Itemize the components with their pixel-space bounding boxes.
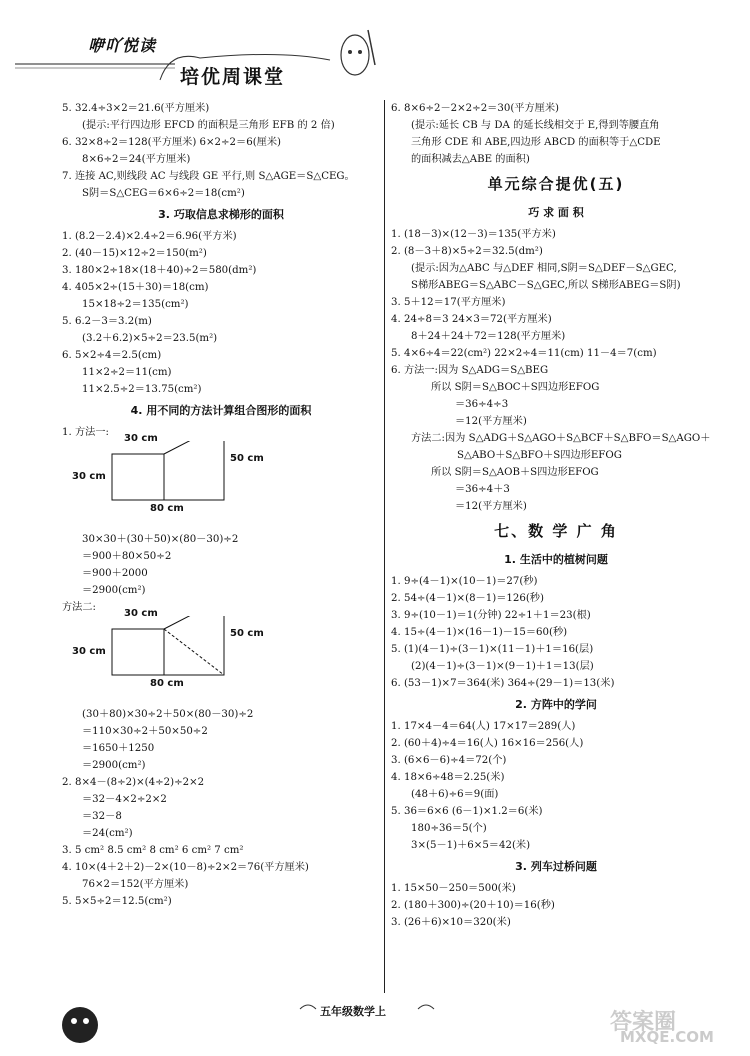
calc-line: ＝900＋2000 <box>82 568 148 579</box>
answer-line: 11×2÷2＝11(cm) <box>82 367 172 378</box>
label-bottom: 80 cm <box>150 503 184 514</box>
method-label: 方法二: <box>62 602 96 613</box>
composite-figure-2 <box>62 608 380 706</box>
label-left: 30 cm <box>72 646 106 657</box>
label-top: 30 cm <box>124 433 158 444</box>
answer-line: 1. 15×50－250＝500(米) <box>391 883 516 894</box>
label-bottom: 80 cm <box>150 678 184 689</box>
answer-line: 7. 连接 AC,则线段 AC 与线段 GE 平行,则 S△AGE＝S△CEG。 <box>62 171 355 182</box>
answer-line: 5. 6.2－3＝3.2(m) <box>62 316 152 327</box>
answer-line: 180÷36＝5(个) <box>411 823 487 834</box>
label-left: 30 cm <box>72 471 106 482</box>
section-heading: 1. 生活中的植树问题 <box>504 553 608 566</box>
answer-line: 4. 405×2÷(15＋30)＝18(cm) <box>62 282 209 293</box>
section-heading: 4. 用不同的方法计算组合图形的面积 <box>130 404 312 417</box>
section-heading: 3. 巧取信息求梯形的面积 <box>158 208 284 221</box>
answer-line: 所以 S阴＝S△BOC＋S四边形EFOG <box>431 382 600 393</box>
answer-line: (提示:因为△ABC 与△DEF 相同,S阴＝S△DEF－S△GEC, <box>411 263 677 274</box>
answer-line: 6. (53－1)×7＝364(米) 364÷(29－1)＝13(米) <box>391 678 615 689</box>
answer-line: 3. 5＋12＝17(平方厘米) <box>391 297 506 308</box>
answer-line: (提示:平行四边形 EFCD 的面积是三角形 EFB 的 2 倍) <box>82 120 335 131</box>
calc-line: ＝900＋80×50÷2 <box>82 551 172 562</box>
section-heading: 2. 方阵中的学问 <box>515 698 597 711</box>
unit-heading: 单元综合提优(五) <box>487 175 625 193</box>
answer-line: (2)(4－1)÷(3－1)×(9－1)＋1＝13(层) <box>411 661 594 672</box>
answer-line: 1. (18－3)×(12－3)＝135(平方米) <box>391 229 556 240</box>
composite-figure-1 <box>62 433 380 531</box>
answer-line: 4. 15÷(4－1)×(16－1)－15＝60(秒) <box>391 627 568 638</box>
calc-line: 30×30＋(30＋50)×(80－30)÷2 <box>82 534 239 545</box>
answer-line: 2. 54÷(4－1)×(8－1)＝126(秒) <box>391 593 544 604</box>
answer-line: 2. (60＋4)÷4＝16(人) 16×16＝256(人) <box>391 738 584 749</box>
calc-line: (30＋80)×30÷2＋50×(80－30)÷2 <box>82 709 254 720</box>
answer-line: 5. 4×6÷4＝22(cm²) 22×2÷4＝11(cm) 11－4＝7(cm) <box>391 348 657 359</box>
answer-line: 1. 17×4－4＝64(人) 17×17＝289(人) <box>391 721 576 732</box>
answer-line: 3×(5－1)＋6×5＝42(米) <box>411 840 531 851</box>
answer-line: 4. 10×(4＋2＋2)－2×(10－8)÷2×2＝76(平方厘米) <box>62 862 309 873</box>
calc-line: ＝2900(cm²) <box>82 585 146 596</box>
answer-line: 3. 9÷(10－1)＝1(分钟) 22÷1＋1＝23(根) <box>391 610 591 621</box>
left-column <box>62 100 380 910</box>
unit-heading: 七、数 学 广 角 <box>494 522 618 540</box>
answer-line: 的面积减去△ABE 的面积) <box>411 154 530 165</box>
answer-line: 2. (180＋300)÷(20＋10)＝16(秒) <box>391 900 555 911</box>
answer-line: 1. (8.2－2.4)×2.4÷2＝6.96(平方米) <box>62 231 237 242</box>
column-divider <box>384 100 385 993</box>
answer-line: 76×2＝152(平方厘米) <box>82 879 189 890</box>
answer-line: ＝32－4×2÷2×2 <box>82 794 167 805</box>
right-column <box>391 100 721 931</box>
answer-line: ＝12(平方厘米) <box>455 416 527 427</box>
answer-line: 1. 9÷(4－1)×(10－1)＝27(秒) <box>391 576 538 587</box>
calc-line: ＝1650＋1250 <box>82 743 155 754</box>
section-heading: 3. 列车过桥问题 <box>515 860 597 873</box>
watermark-url: MXQE.COM <box>620 1028 714 1046</box>
label-right: 50 cm <box>230 453 264 464</box>
answer-line: 4. 18×6÷48＝2.25(米) <box>391 772 505 783</box>
answer-line: 方法二:因为 S△ADG＋S△AGO＋S△BCF＋S△BFO＝S△AGO＋ <box>411 433 711 444</box>
calc-line: ＝110×30÷2＋50×50÷2 <box>82 726 208 737</box>
answer-line: (提示:延长 CB 与 DA 的延长线相交于 E,得到等腰直角 <box>411 120 660 131</box>
answer-line: 3. (26＋6)×10＝320(米) <box>391 917 511 928</box>
answer-line: (3.2＋6.2)×5÷2＝23.5(m²) <box>82 333 218 344</box>
answer-line: ＝24(cm²) <box>82 828 133 839</box>
answer-line: S阴＝S△CEG＝6×6÷2＝18(cm²) <box>82 188 245 199</box>
answer-line: S梯形ABEG＝S△ABC－S△GEC,所以 S梯形ABEG＝S阴) <box>411 280 681 291</box>
calc-line: ＝2900(cm²) <box>82 760 146 771</box>
answer-line: 8×6÷2＝24(平方厘米) <box>82 154 191 165</box>
answer-line: 6. 32×8÷2＝128(平方厘米) 6×2÷2＝6(厘米) <box>62 137 282 148</box>
answer-line: ＝36÷4÷3 <box>455 399 509 410</box>
answer-line: 5. (1)(4－1)÷(3－1)×(11－1)＋1＝16(层) <box>391 644 594 655</box>
answer-line: 6. 5×2÷4＝2.5(cm) <box>62 350 162 361</box>
answer-line: 2. 8×4－(8÷2)×(4÷2)÷2×2 <box>62 777 205 788</box>
answer-line: 4. 24÷8＝3 24×3＝72(平方厘米) <box>391 314 552 325</box>
figure-drawing <box>62 616 362 706</box>
answer-line: 3. 5 cm² 8.5 cm² 8 cm² 6 cm² 7 cm² <box>62 845 244 856</box>
method-label: 1. 方法一: <box>62 427 109 438</box>
answer-line: 2. (40－15)×12÷2＝150(m²) <box>62 248 207 259</box>
answer-line: ＝36÷4＋3 <box>455 484 510 495</box>
answer-line: 11×2.5÷2＝13.75(cm²) <box>82 384 202 395</box>
answer-line: (48＋6)÷6＝9(面) <box>411 789 499 800</box>
page-header <box>0 0 750 100</box>
answer-line: 2. (8－3＋8)×5÷2＝32.5(dm²) <box>391 246 543 257</box>
answer-line: ＝32－8 <box>82 811 122 822</box>
answer-line: 5. 5×5÷2＝12.5(cm²) <box>62 896 172 907</box>
label-right: 50 cm <box>230 628 264 639</box>
answer-line: 5. 32.4÷3×2＝21.6(平方厘米) <box>62 103 210 114</box>
footer-text: 五年级数学上 <box>320 1005 386 1018</box>
answer-line: 6. 8×6÷2－2×2÷2＝30(平方厘米) <box>391 103 560 114</box>
label-top: 30 cm <box>124 608 158 619</box>
answer-line: S△ABO＋S△BFO＋S四边形EFOG <box>457 450 622 461</box>
answer-line: ＝12(平方厘米) <box>455 501 527 512</box>
header-logo: 咿吖悦读 <box>88 36 157 55</box>
answer-line: 6. 方法一:因为 S△ADG＝S△BEG <box>391 365 549 376</box>
answer-line: 3. (6×6－6)÷4＝72(个) <box>391 755 507 766</box>
answer-line: 3. 180×2÷18×(18＋40)÷2＝580(dm²) <box>62 265 257 276</box>
answer-line: 三角形 CDE 和 ABE,四边形 ABCD 的面积等于△CDE <box>411 137 661 148</box>
answer-line: 15×18÷2＝135(cm²) <box>82 299 189 310</box>
figure-drawing <box>62 441 362 531</box>
header-title: 培优周课堂 <box>180 66 286 88</box>
answer-line: 8＋24＋24＋72＝128(平方厘米) <box>411 331 566 342</box>
answer-line: 5. 36＝6×6 (6－1)×1.2＝6(米) <box>391 806 543 817</box>
watermark: 答案圈 <box>610 1010 677 1035</box>
section-heading: 巧 求 面 积 <box>528 206 584 219</box>
answer-line: 所以 S阴＝S△AOB＋S四边形EFOG <box>431 467 599 478</box>
